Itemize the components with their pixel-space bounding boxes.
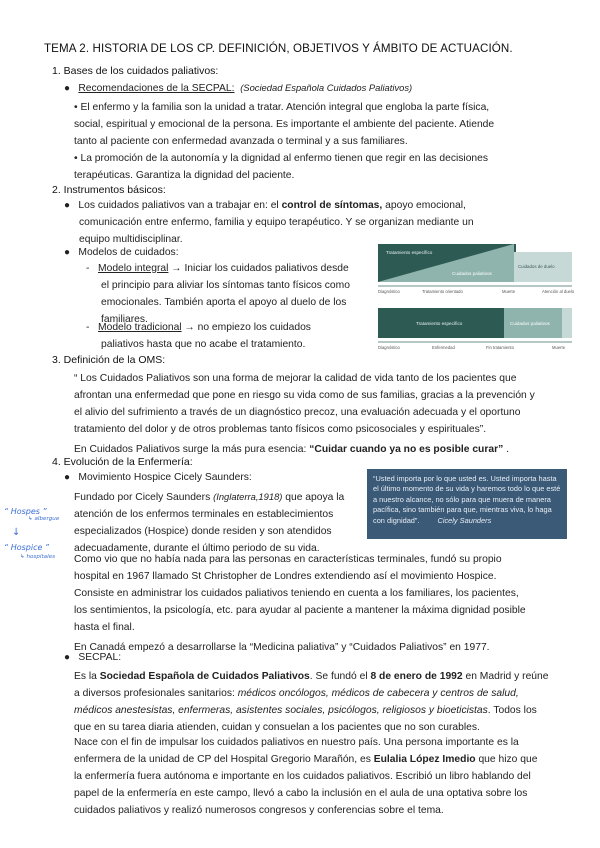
text-line: equipo multidisciplinar. [79, 234, 183, 245]
text-span: → Iniciar los cuidados paliativos desde [168, 263, 349, 274]
top-axis-3: Atención al duelo [542, 289, 575, 294]
text-span: enfermera de la unidad de CP del Hospital Gregorio Marañón, es [74, 754, 374, 765]
section-2-heading: 2. Instrumentos básicos: [52, 184, 166, 196]
secpal-date: 8 de enero de 1992 [370, 671, 463, 682]
text-line: comunicación entre enfermo, familia y equipo terapéutico. Y se organizan mediante un [79, 217, 474, 228]
secpal-heading-text: SECPAL: [78, 652, 122, 663]
care-models-diagram [376, 240, 576, 352]
top-axis-2: Muerte [502, 289, 516, 294]
text-span: → no empiezo los cuidados [181, 322, 311, 333]
essence-quote: “Cuidar cuando ya no es posible curar” [309, 444, 504, 455]
eulalia-name: Eulalia López Imedio [373, 754, 476, 765]
handwritten-albergue: ↳ albergue [28, 516, 60, 522]
paragraph-autonomy [74, 150, 488, 184]
text-line: adecuadamente, durante el último periodo de su vida. [74, 543, 320, 554]
hospital-paragraph [74, 551, 526, 656]
who-definition [74, 370, 535, 458]
text-line: • La promoción de la autonomía y la dignidad al enfermo tienen que regir en las decisiones [74, 153, 489, 164]
founded-date: (Inglaterra,1918) [213, 491, 283, 502]
bottom-end-label: Cuidados paliativos [510, 321, 550, 326]
text-line: el alivio del sufrimiento a través de un diagnóstico precoz, una evaluación adecuada y el oportuno [74, 407, 521, 418]
text-line: • El enfermo y la familia son la unidad a tratar. Atención integral que engloba la parte física, [74, 102, 490, 113]
bottom-axis-3: Muerte [552, 345, 566, 350]
text-line: emocionales. También aporta el apoyo al duelo de los [101, 297, 347, 308]
text-line: afrontan una enfermedad que pone en riesgo su vida como de sus familias, gracias a la prevención y [74, 390, 535, 401]
text-line: hasta el final. [74, 622, 135, 633]
handwritten-hospes: “ Hospes ” [4, 507, 47, 516]
recommendations-source: (Sociedad Española Cuidados Paliativos) [240, 82, 413, 93]
text-line: Como vio que no había nada para las personas en características terminales, fundó su propio [74, 554, 502, 565]
text-line: Consiste en administrar los cuidados paliativos teniendo en cuenta a los familiares, los pacientes, [74, 588, 519, 599]
text-span: médicos oncólogos, médicos de cabecera y centros de salud, [237, 688, 519, 699]
text-span: Es la [74, 671, 100, 682]
text-line: paliativos hasta que no acabe el tratamiento. [101, 339, 306, 350]
text-span: En Cuidados Paliativos surge la más pura esencia: [74, 444, 310, 455]
nace-paragraph [74, 734, 537, 819]
top-axis-1: Tratamiento orientado [422, 289, 463, 294]
bullet: ● [64, 652, 79, 663]
handwritten-hospitales: ↳ hospitales [20, 554, 55, 560]
top-diag-label: Cuidados paliativos [452, 271, 492, 276]
text-line: social, espiritual y emocional de la persona. Es importante el ambiente del paciente. Atiende [74, 119, 495, 130]
symptom-control-text: control de síntomas, [281, 200, 383, 211]
handwritten-arrow: ↓ [12, 527, 21, 538]
secpal-name: Sociedad Española de Cuidados Paliativos [99, 671, 310, 682]
text-line: la enfermería fuera autónoma e importante en los cuidados paliativos. Escribió un libro hablando del [74, 771, 531, 782]
saunders-quote: “Usted importa por lo que usted es. Usted importa hasta el último momento de su vida y haremos todo lo que esté a nuestro alcance, no sólo para que muera de manera pacífica, sino también para que, mientras viva, lo haga con dignidad”. [373, 474, 561, 525]
canada-line: En Canadá empezó a desarrollarse la “Medicina paliativa” y “Cuidados Paliativos” en 1977. [74, 642, 490, 653]
text-line: el principio para aliviar los síntomas tanto físicos como [101, 280, 350, 291]
text-line: cuidados paliativos y realizó numerosos congresos y conferencias sobre el tema. [74, 805, 444, 816]
text-line: que en su tarea diaria atienden, cuidan y consuelan a los pacientes que no son curables. [74, 722, 480, 733]
text-span: que hizo que [475, 754, 538, 765]
model-integral: - Modelo integral → Iniciar los cuidados paliativos desde el principio para aliviar los síntomas tanto físicos como emocionales. También aporta el apoyo al duelo de los familiares. [86, 260, 350, 328]
text-line: tratamiento del dolor y de otros problemas tanto físicos como psicosociales y espirituales”. [74, 424, 487, 435]
bottom-bar-label: Tratamiento específico [416, 321, 463, 326]
text-line: tanto al paciente con enfermedad avanzada o terminal y a sus familiares. [74, 136, 408, 147]
models-heading [64, 244, 179, 261]
top-end-label: Cuidados de duelo [518, 264, 555, 269]
model-traditional: - Modelo tradicional → no empiezo los cuidados paliativos hasta que no acabe el tratamiento. [86, 319, 311, 353]
text-span: . Se fundó el [309, 671, 371, 682]
hospice-heading-text: Movimiento Hospice Cicely Saunders: [78, 472, 252, 483]
hospice-heading [64, 469, 252, 486]
top-bar-label: Tratamiento específico [386, 250, 433, 255]
founded-paragraph [74, 488, 344, 557]
section-1-heading: 1. Bases de los cuidados paliativos: [52, 65, 219, 77]
bottom-axis-2: Fin tratamiento [486, 345, 514, 350]
text-line: familiares. [101, 314, 148, 325]
section-3-heading: 3. Definición de la OMS: [52, 354, 166, 366]
bullet: ● [64, 247, 79, 258]
text-span: en Madrid y reúne [462, 671, 549, 682]
bottom-axis-1: Enfermedad [432, 345, 455, 350]
saunders-quote-box [367, 469, 567, 539]
integral-label: Modelo integral [98, 263, 169, 274]
bullet: ● [64, 200, 79, 211]
page-title: TEMA 2. HISTORIA DE LOS CP. DEFINICIÓN, OBJETIVOS Y ÁMBITO DE ACTUACIÓN. [44, 42, 513, 55]
text-span: Los cuidados paliativos van a trabajar en: el [78, 200, 282, 211]
text-line: Nace con el fin de impulsar los cuidados paliativos en nuestro país. Una persona importante es la [74, 737, 519, 748]
traditional-label: Modelo tradicional [98, 322, 182, 333]
saunders-author: Cicely Saunders [437, 515, 492, 525]
text-span: . Todos los [487, 705, 537, 716]
paragraph-family-unit [74, 99, 494, 150]
secpal-heading [64, 649, 121, 666]
text-line: “ Los Cuidados Paliativos son una forma de mejorar la calidad de vida tanto de los pacientes que [74, 373, 517, 384]
recommendations-label: Recomendaciones de la SECPAL: [78, 83, 235, 94]
recommendations-line [64, 79, 412, 97]
top-axis-0: Diagnóstico [378, 289, 400, 294]
text-line: terapéuticas. Garantiza la dignidad del paciente. [74, 170, 295, 181]
text-span: médicos anestesistas, enfermeras, asistentes sociales, psicólogos, religiosos y bioeticistas [74, 705, 488, 716]
text-span: apoyo emocional, [382, 200, 466, 211]
text-line: los sentimientos, la psicología, etc. para ayudar al paciente a mantener la máxima dignidad posible [74, 605, 526, 616]
bottom-axis-0: Diagnóstico [378, 345, 400, 350]
text-line: hospital en 1967 llamado St Christopher de Londres extendiendo así el movimiento Hospice. [74, 571, 497, 582]
text-line: especializados (Hospice) donde residen y son atendidos [74, 526, 332, 537]
bullet: ● [64, 472, 79, 483]
text-span: Fundado por Cicely Saunders [74, 492, 214, 503]
text-line: atención de los enfermos terminales en establecimientos [74, 509, 334, 520]
bullet: ● [64, 83, 79, 94]
text-span: que apoya la [282, 492, 345, 503]
text-line: papel de la enfermería en este campo, llevó a cabo la inclusión en el aula de una optativa sobre los [74, 788, 528, 799]
handwritten-hospice: “ Hospice ” [4, 543, 50, 552]
secpal-paragraph [74, 668, 548, 736]
text-span: . [503, 444, 509, 455]
text-span: a diversos profesionales sanitarios: [74, 688, 238, 699]
section-4-heading: 4. Evolución de la Enfermería: [52, 456, 193, 468]
models-heading-text: Modelos de cuidados: [78, 247, 179, 258]
